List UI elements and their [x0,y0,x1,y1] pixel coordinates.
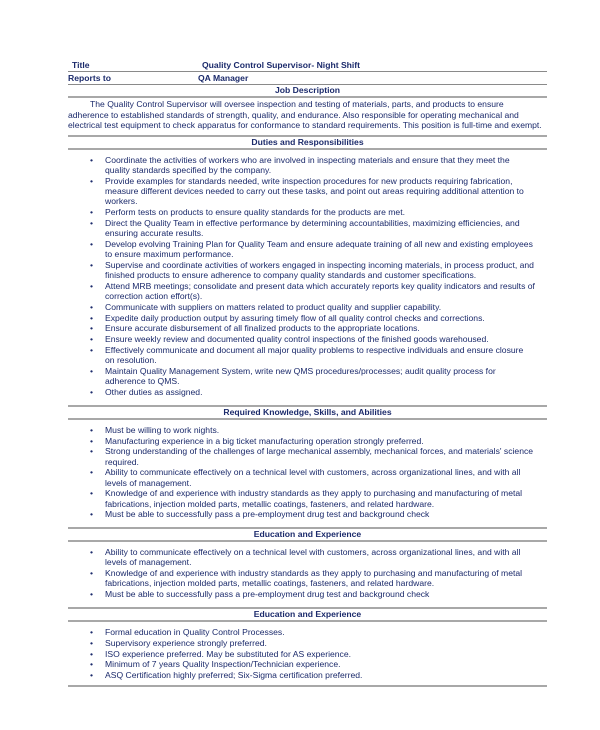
bullet-list [68,150,547,402]
bullet-icon: • [90,334,94,345]
list-item [68,387,547,397]
bullet-icon: • [90,206,94,217]
job-description-text: The Quality Control Supervisor will oversee inspection and testing of materials, parts, and products to ensure adherence to established standards of strength, quality, and endurance. Also responsible for operating mechanical and electrical test equipment to check apparatus for conformance to standard requirements. This position is full-time and exempt. [68,99,542,131]
list-item [68,568,547,588]
title-value: Quality Control Supervisor- Night Shift [202,60,361,70]
bullet-icon: • [90,154,94,165]
list-item [68,218,547,238]
list-item-text: Ability to communicate effectively on a technical level with customers, across organizational lines, and with all levels of management. [105,547,521,568]
reports-to-value: QA Manager [198,73,249,83]
list-item-text: Must be able to successfully pass a pre-employment drug test and background check [105,509,430,520]
list-item-text: Must be willing to work nights. [105,424,220,435]
section-heading: Education and Experience [68,607,547,622]
list-item-text: Formal education in Quality Control Processes. [105,626,285,637]
bullet-icon: • [90,424,94,435]
list-item-text: Provide examples for standards needed, write inspection procedures for new products requiring fabrication, measure different devices needed to carry out these tasks, and point out areas requiring additional attention to workers. [105,175,524,207]
bullet-icon: • [90,547,94,558]
list-item-text: Ability to communicate effectively on a technical level with customers, across organizational lines, and with all levels of management. [105,467,521,488]
list-item [68,670,547,680]
list-item-text: ASQ Certification highly preferred; Six-Sigma certification preferred. [105,670,363,681]
list-item-text: Ensure weekly review and documented quality control inspections of the finished goods warehoused. [105,334,489,345]
bullet-icon: • [90,175,94,186]
list-item [68,155,547,175]
bullet-icon: • [90,217,94,228]
list-item-text: Manufacturing experience in a big ticket manufacturing operation strongly preferred. [105,435,424,446]
list-item-text: Other duties as assigned. [105,386,203,397]
list-item [68,467,547,487]
list-item-text: Minimum of 7 years Quality Inspection/Technician experience. [105,659,341,670]
bullet-icon: • [90,509,94,520]
title-label: Title [72,60,90,70]
bullet-icon: • [90,280,94,291]
title-row [68,59,547,72]
bullet-icon: • [90,344,94,355]
job-description-document [68,59,547,687]
list-item-text: Knowledge of and experience with industry standards as they apply to purchasing and manufacturing of metal fabrications, injection molded parts, metallic coatings, fasteners, and related hardware. [105,488,523,509]
list-item-text: ISO experience preferred. May be substituted for AS experience. [105,648,352,659]
list-item [68,313,547,323]
bullet-list [68,420,547,524]
bullet-icon: • [90,467,94,478]
list-item-text: Communicate with suppliers on matters related to product quality and supplier capability. [105,301,442,312]
list-item-text: Perform tests on products to ensure quality standards for the products are met. [105,206,405,217]
bullet-icon: • [90,259,94,270]
list-item [68,260,547,280]
list-item [68,239,547,259]
list-item [68,176,547,207]
bullet-icon: • [90,637,94,648]
bullet-icon: • [90,301,94,312]
bullet-list [68,622,547,685]
divider [68,685,547,687]
list-item-text: Supervisory experience strongly preferred. [105,637,267,648]
list-item [68,425,547,435]
list-item [68,638,547,648]
bullet-icon: • [90,238,94,249]
list-item-text: Strong understanding of the challenges of large mechanical assembly, mechanical forces, and materials' science required. [105,446,534,467]
list-item [68,334,547,344]
list-item [68,589,547,599]
bullet-icon: • [90,323,94,334]
bullet-icon: • [90,648,94,659]
bullet-icon: • [90,365,94,376]
bullet-icon: • [90,589,94,600]
list-item-text: Ensure accurate disbursement of all finalized products to the appropriate locations. [105,323,420,334]
list-item [68,446,547,466]
bullet-icon: • [90,488,94,499]
list-item [68,627,547,637]
list-item-text: Supervise and coordinate activities of workers engaged in inspecting incoming materials, in process product, and finished products to ensure adherence to company quality standards and customer specifications. [105,259,534,280]
list-item-text: Attend MRB meetings; consolidate and present data which accurately reports key quality indicators and results of correction action effort(s). [105,280,535,301]
section-heading: Required Knowledge, Skills, and Abilities [68,405,547,420]
list-item [68,659,547,669]
bullet-icon: • [90,435,94,446]
list-item [68,649,547,659]
list-item [68,488,547,508]
bullet-list [68,542,547,604]
bullet-icon: • [90,670,94,681]
bullet-icon: • [90,446,94,457]
list-item-text: Maintain Quality Management System, write new QMS procedures/processes; audit quality process for adherence to QMS. [105,365,496,387]
list-item-text: Knowledge of and experience with industry standards as they apply to purchasing and manufacturing of metal fabrications, injection molded parts, metallic coatings, fasteners, and related hardware. [105,568,523,589]
list-item [68,436,547,446]
list-item [68,509,547,519]
bullet-icon: • [90,568,94,579]
list-item-text: Effectively communicate and document all major quality problems to respective individuals and ensure closure on resolution. [105,344,524,366]
section-heading: Duties and Responsibilities [68,135,547,150]
bullet-icon: • [90,312,94,323]
list-item [68,207,547,217]
list-item [68,345,547,365]
sections [68,135,547,685]
list-item [68,302,547,312]
list-item-text: Expedite daily production output by assuring timely flow of all quality control checks and corrections. [105,312,485,323]
bullet-icon: • [90,386,94,397]
list-item-text: Develop evolving Training Plan for Quality Team and ensure adequate training of all new and existing employees to ensure maximum performance. [105,238,533,259]
list-item [68,547,547,567]
list-item [68,281,547,301]
list-item-text: Must be able to successfully pass a pre-employment drug test and background check [105,589,430,600]
list-item-text: Direct the Quality Team in effective performance by determining accountabilities, maximizing efficiencies, and ensuring accurate results. [105,217,520,238]
section-heading: Education and Experience [68,527,547,542]
list-item [68,366,547,386]
reports-to-row [68,72,547,85]
reports-to-label: Reports to [68,73,111,83]
job-description-heading: Job Description [68,85,547,98]
list-item-text: Coordinate the activities of workers who are involved in inspecting materials and ensure that they meet the quality standards specified by the company. [105,154,510,175]
bullet-icon: • [90,659,94,670]
list-item [68,323,547,333]
bullet-icon: • [90,626,94,637]
